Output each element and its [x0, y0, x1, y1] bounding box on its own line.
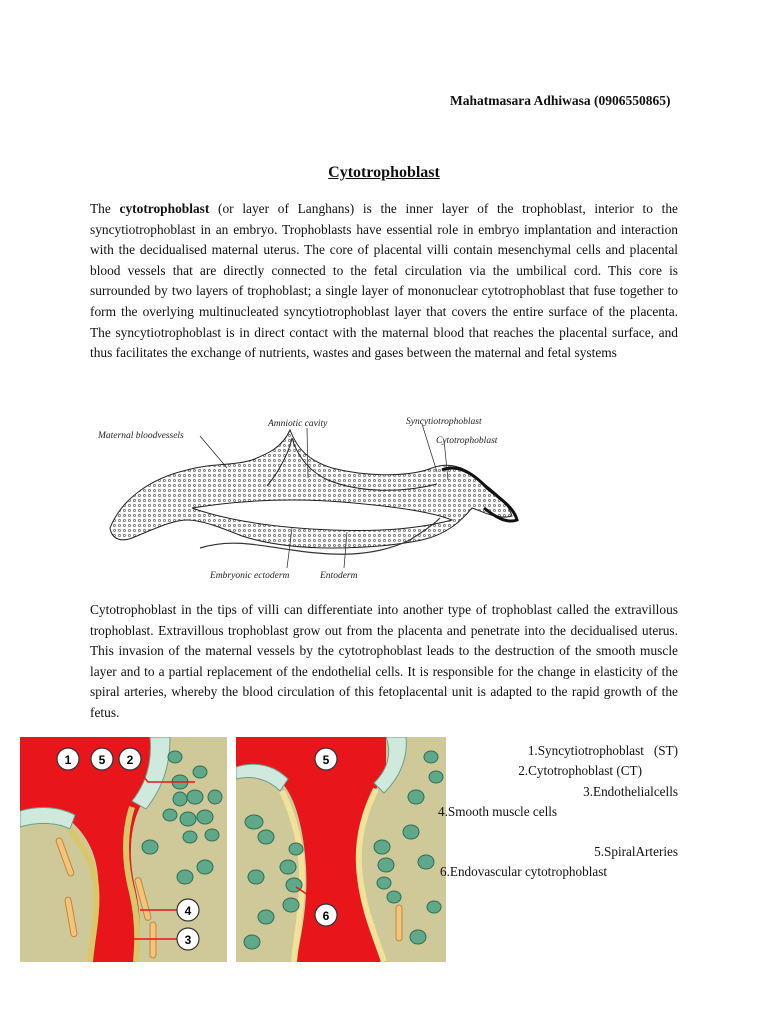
intro-body: (or layer of Langhans) is the inner layer of the trophoblast, interior to the syncytiotrophoblast in an embryo. Trophoblasts have essential role in embryo implantation and interaction with the decidualised maternal uterus. The core of placental villi contain mesenchymal cells and placental blood vessels that are directly connected to the fetal circulation via the umbilical cord. This core is surrounded by two layers of trophoblast; a single layer of mononuclear cytotrophoblast that fuse together to form the overlying multinucleated syncytiotrophoblast layer that covers the entire surface of the placenta. The syncytiotrophoblast is in direct contact with the maternal blood that reaches the placental surface, and thus facilitates the exchange of nutrients, wastes and gases between the maternal and fetal systems [90, 201, 678, 361]
label-entoderm: Entoderm [320, 571, 358, 581]
legend-item-6: 6.Endovascular cytotrophoblast [440, 864, 608, 880]
label-embryonic-ectoderm: Embryonic ectoderm [210, 571, 290, 581]
callout-1: 1 [64, 753, 72, 767]
muscle-cell [150, 922, 156, 958]
intro-lead: The [90, 201, 120, 216]
leader-syncytio [422, 424, 437, 472]
label-cytotrophoblast: Cytotrophoblast [436, 436, 498, 446]
label-amniotic-cavity: Amniotic cavity [268, 419, 328, 429]
intro-keyword: cytotrophoblast [119, 201, 210, 216]
callout-3: 3 [184, 933, 192, 947]
legend-item-5: 5.SpiralArteries [594, 844, 678, 860]
callout-6: 6 [322, 909, 330, 923]
legend-item-2: 2.Cytotrophoblast (CT) [518, 763, 642, 779]
callout-4: 4 [184, 904, 192, 918]
label-syncytiotrophoblast: Syncytiotrophoblast [406, 417, 482, 427]
author-line: Mahatmasara Adhiwasa (0906550865) [450, 93, 671, 108]
callout-5-right: 5 [322, 753, 330, 767]
embryo-section-figure [92, 408, 532, 588]
callout-5: 5 [98, 753, 106, 767]
legend-item-1: 1.Syncytiotrophoblast (ST) [527, 743, 678, 758]
intro-paragraph [90, 199, 678, 364]
left-tissue-mass [110, 430, 512, 548]
leader-maternal [200, 436, 227, 468]
figure-legend [430, 741, 678, 883]
artery-panel-after [236, 737, 446, 962]
page-title: Cytotrophoblast [328, 164, 440, 181]
invasion-paragraph: Cytotrophoblast in the tips of villi can differentiate into another type of trophoblast called the extravillous trophoblast. Extravillous trophoblast grow out from the placenta and penetrate into the decidualised uterus. This invasion of the maternal vessels by the cytotrophoblast leads to the destruction of the smooth muscle layer and to a partial replacement of the endothelial cells. It is responsible for the change in elasticity of the spiral arteries, whereby the blood circulation of this fetoplacental unit is adapted to the rapid growth of the fetus. [90, 602, 678, 720]
artery-panel-before [20, 737, 227, 962]
legend-item-3: 3.Endothelialcells [583, 783, 678, 799]
label-maternal-bloodvessels: Maternal bloodvessels [98, 431, 184, 441]
muscle-cell [396, 905, 402, 941]
callout-2: 2 [126, 753, 134, 767]
legend-item-4: 4.Smooth muscle cells [438, 803, 558, 819]
